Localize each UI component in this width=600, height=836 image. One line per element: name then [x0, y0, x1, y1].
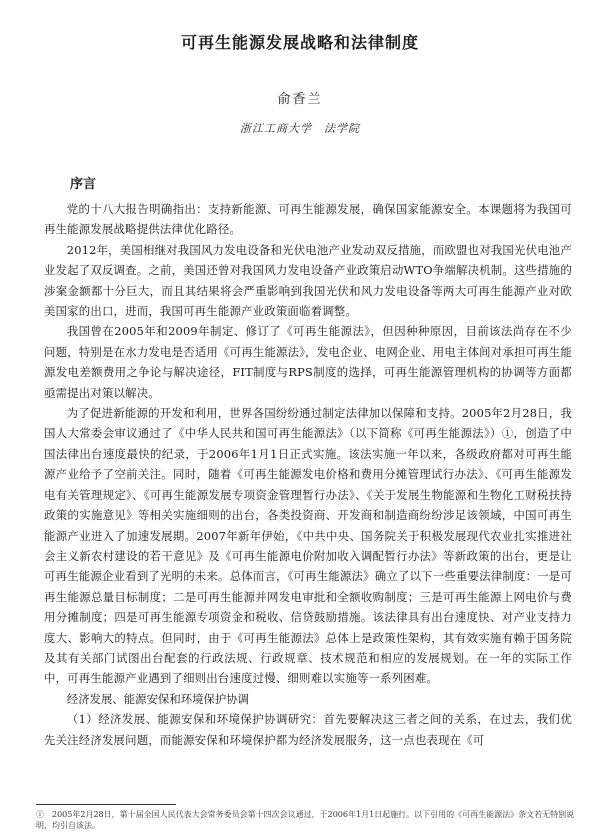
- subsection-heading: 经济发展、能源安保和环境保护协调: [66, 691, 250, 706]
- author-name: 俞香兰: [277, 92, 323, 107]
- author-affiliation: 浙江工商大学 法学院: [240, 122, 360, 135]
- paragraph: 党的十八大报告明确指出：支持新能源、可再生能源发展，确保国家能源安全。本课题将为我国可再生能源发展战略提供法律优化路径。: [44, 202, 572, 237]
- paragraph: （1）经济发展、能源安保和环境保护协调研究：首先要解决这三者之间的关系，在过去，我们优先关注经济发展问题，而能源安保和环境保护都为经济发展服务，这一点也表现在《可: [44, 712, 572, 747]
- paragraph: 我国曾在2005年和2009年制定、修订了《可再生能源法》，但因种种原因，目前该法尚存在不少问题，特别是在水力发电是否适用《可再生能源法》，发电企业、电网企业、用电主体间对承担可再生能源发电差额费用之争论与解决途径，FIT制度与RPS制度的选择，可再生能源管理机构的协调等方面都亟需提出对策以解决。: [44, 324, 572, 400]
- paragraph: 为了促进新能源的开发和利用，世界各国纷纷通过制定法律加以保障和支持。2005年2月28日，我国人大常委会审议通过了《中华人民共和国可再生能源法》（以下简称《可再生能源法》）①，创造了中国法律出台速度最快的纪录，于2006年1月1日正式实施。该法实施一年以来，各级政府都对可再生能源产业给予了空前关注。同时，随着《可再生能源发电价格和费用分摊管理试行办法》、《可再生能源发电有关管理规定》、《可再生能源发展专项资金管理暂行办法》、《关于发展生物能源和生物化工财税扶持政策的实施意见》等相关实施细则的出台，各类投资商、开发商和制造商纷纷涉足该领域，中国可再生能源产业进入了加速发展期。2007年新年伊始，《中共中央、国务院关于积极发展现代农业扎实推进社会主义新农村建设的若干意见》及《可再生能源电价附加收入调配暂行办法》等新政策的出台，更是让可再生能源企业看到了光明的未来。总体而言，《可再生能源法》确立了以下一些重要法律制度：一是可再生能源总量目标制度；二是可再生能源并网发电审批和全额收购制度；三是可再生能源上网电价与费用分摊制度；四是可再生能源专项资金和税收、信贷鼓励措施。该法律具有出台速度快、对产业支持力度大、影响大的特点。但同时，由于《可再生能源法》总体上是政策性架构，其有效实施有赖于国务院及其有关部门试图出台配套的行政法规、行政规章、技术规范和相应的发展规划。在一年的实际工作中，可再生能源产业遇到了细则出台速度过慢、细则难以实施等一系列困难。: [44, 406, 572, 686]
- body-text: [44, 199, 572, 750]
- footnote: ① 2005年2月28日，第十届全国人民代表大会常务委员会第十四次会议通过，于2006年1月1日起施行。以下引用的《可再生能源法》条文若无特别说明，均引自该法。: [36, 810, 575, 830]
- paragraph: 2012年，美国相继对我国风力发电设备和光伏电池产业发动双反措施，而欧盟也对我国光伏电池产业发起了双反调查。之前，美国还曾对我国风力发电设备产业政策启动WTO争端解决机制。这些措施的涉案金额都十分巨大，而且其结果将会严重影响到我国光伏和风力发电设备等两大可再生能源产业对欧美国家的出口，进而，我国可再生能源产业政策面临着调整。: [44, 242, 572, 319]
- section-heading: 序言: [70, 177, 97, 192]
- paper-title: 可再生能源发展战略和法律制度: [180, 33, 419, 52]
- footnote-divider: [36, 804, 176, 805]
